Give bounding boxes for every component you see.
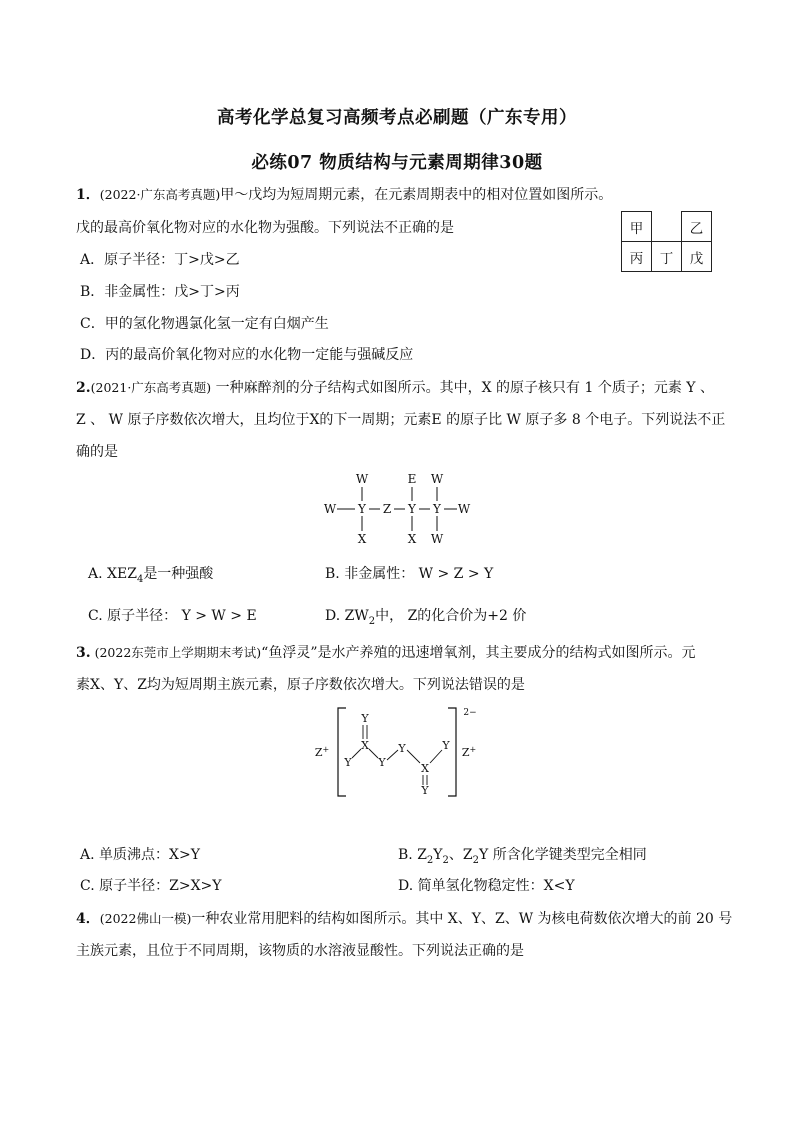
q2-option-a [88, 565, 213, 589]
q2-option-b: B. 非金属性： W > Z > Y [325, 566, 494, 582]
q2-stem1: 一种麻醉剂的分子结构式如图所示。其中，X 的原子核只有 1 个质子；元素 Y 、 [211, 380, 714, 396]
q3-structure-diagram [312, 700, 492, 804]
atom-y1: Y [358, 502, 366, 516]
atom-y-bottom: Y [421, 784, 429, 797]
q1-periodic-table [621, 211, 712, 272]
atom-w-bottom: W [430, 532, 444, 546]
q3-option-b: B. $Z_2Y_2$、$Z_2Y$ 所含化学键类型完全相同 [398, 847, 647, 866]
cell-empty [652, 212, 682, 242]
atom-y-right: Y [442, 739, 450, 752]
q2-stem2: Z 、 W 原子序数依次增大，且均位于X的下一周期；元素E 的原子比 W 原子多 8 个电子。下列说法不正 [76, 412, 726, 428]
q2-stem3: 确的是 [76, 444, 118, 460]
q2-option-d-sub: 2 [368, 615, 376, 627]
q1-stem-line1 [76, 186, 612, 204]
brackets [338, 708, 456, 796]
q3-option-a: A. 单质沸点：X>Y [80, 847, 200, 863]
atom-w-right: W [457, 502, 471, 516]
q1-stem1: 甲～戊均为短周期元素，在元素周期表中的相对位置如图所示。 [220, 187, 613, 203]
atom-z: Z [382, 502, 392, 516]
q2-number: 2. [76, 380, 91, 396]
q1-source: (2022·广东高考真题) [99, 187, 221, 202]
q1-stem2: 戊的最高价氧化物对应的水化物为强酸。下列说法不正确的是 [76, 220, 454, 236]
q1-option-c: C．甲的氢化物遇氯化氢一定有白烟产生 [80, 316, 329, 332]
q2-source: (2021·广东高考真题) [90, 380, 212, 395]
q1-option-a: A．原子半径：丁>戊>乙 [80, 252, 240, 268]
q4-number: 4． [76, 911, 100, 927]
atom-w-top1: W [355, 472, 369, 486]
q2-option-c: C. 原子半径： Y > W > E [88, 608, 257, 624]
atom-x1: X [361, 739, 369, 752]
anion-charge: 2− [463, 708, 477, 718]
atom-w-top2: W [430, 472, 444, 486]
atom-x1: X [357, 532, 367, 546]
q2-option-a-formula: A. XEZ [88, 566, 137, 582]
q3-source: (2022东莞市上学期期末考试) [90, 645, 262, 660]
atom-w-left: W [323, 502, 337, 516]
atom-y2: Y [408, 502, 416, 516]
q3-option-d: D. 简单氢化物稳定性：X<Y [398, 878, 575, 894]
q4-stem1: 一种农业常用肥料的结构如图所示。其中 X、Y、Z、W 为核电荷数依次增大的前 20 号 [191, 911, 733, 927]
atom-x2: X [421, 762, 429, 775]
cell-jia: 甲 [622, 212, 652, 242]
q2-stem-line1 [76, 379, 714, 397]
q2-option-d [325, 607, 526, 631]
atom-y-mid2: Y [398, 742, 406, 755]
q3-bond-lines [352, 725, 442, 785]
atom-y3: Y [433, 502, 441, 516]
q2-option-a-sub: 4 [136, 573, 144, 585]
cell-yi: 乙 [682, 212, 712, 242]
cation-z-left: Z+ [314, 745, 330, 759]
cell-ding: 丁 [652, 242, 682, 272]
q4-source: (2022佛山一模) [99, 911, 192, 926]
q3-stem-line1 [76, 644, 696, 662]
q4-stem-line1 [76, 910, 732, 928]
q2-structure-diagram [315, 468, 485, 548]
page-title: 高考化学总复习高频考点必刷题（广东专用） [217, 108, 577, 128]
atom-e-top: E [407, 472, 417, 486]
q1-number: 1． [76, 187, 100, 203]
q4-stem2: 主族元素，且位于不同周期，该物质的水溶液显酸性。下列说法正确的是 [76, 943, 524, 959]
atom-y-left: Y [344, 756, 352, 769]
atom-y-top: Y [361, 712, 369, 725]
q3-stem2: 素X、Y、Z均为短周期主族元素，原子序数依次增大。下列说法错误的是 [76, 677, 525, 693]
q1-option-d: D．丙的最高价氧化物对应的水化物一定能与强碱反应 [80, 347, 414, 363]
q3-option-c: C. 原子半径：Z>X>Y [80, 878, 222, 894]
atom-x2: X [407, 532, 417, 546]
atom-y-mid1: Y [378, 756, 386, 769]
cell-bing: 丙 [622, 242, 652, 272]
q1-option-b: B．非金属性：戊>丁>丙 [80, 284, 240, 300]
cell-wu: 戊 [682, 242, 712, 272]
q2-option-a-text: 是一种强酸 [143, 566, 214, 582]
q3-number: 3. [76, 645, 91, 661]
q3-stem1: “鱼浮灵”是水产养殖的迅速增氧剂，其主要成分的结构式如图所示。元 [261, 645, 696, 661]
q2-option-d-text: 中， Z的化合价为+2 价 [375, 608, 527, 624]
cation-z-right: Z+ [461, 745, 477, 759]
q2-option-d-formula: D. ZW [325, 608, 369, 624]
page-subtitle: 必练07 物质结构与元素周期律30题 [251, 153, 543, 173]
